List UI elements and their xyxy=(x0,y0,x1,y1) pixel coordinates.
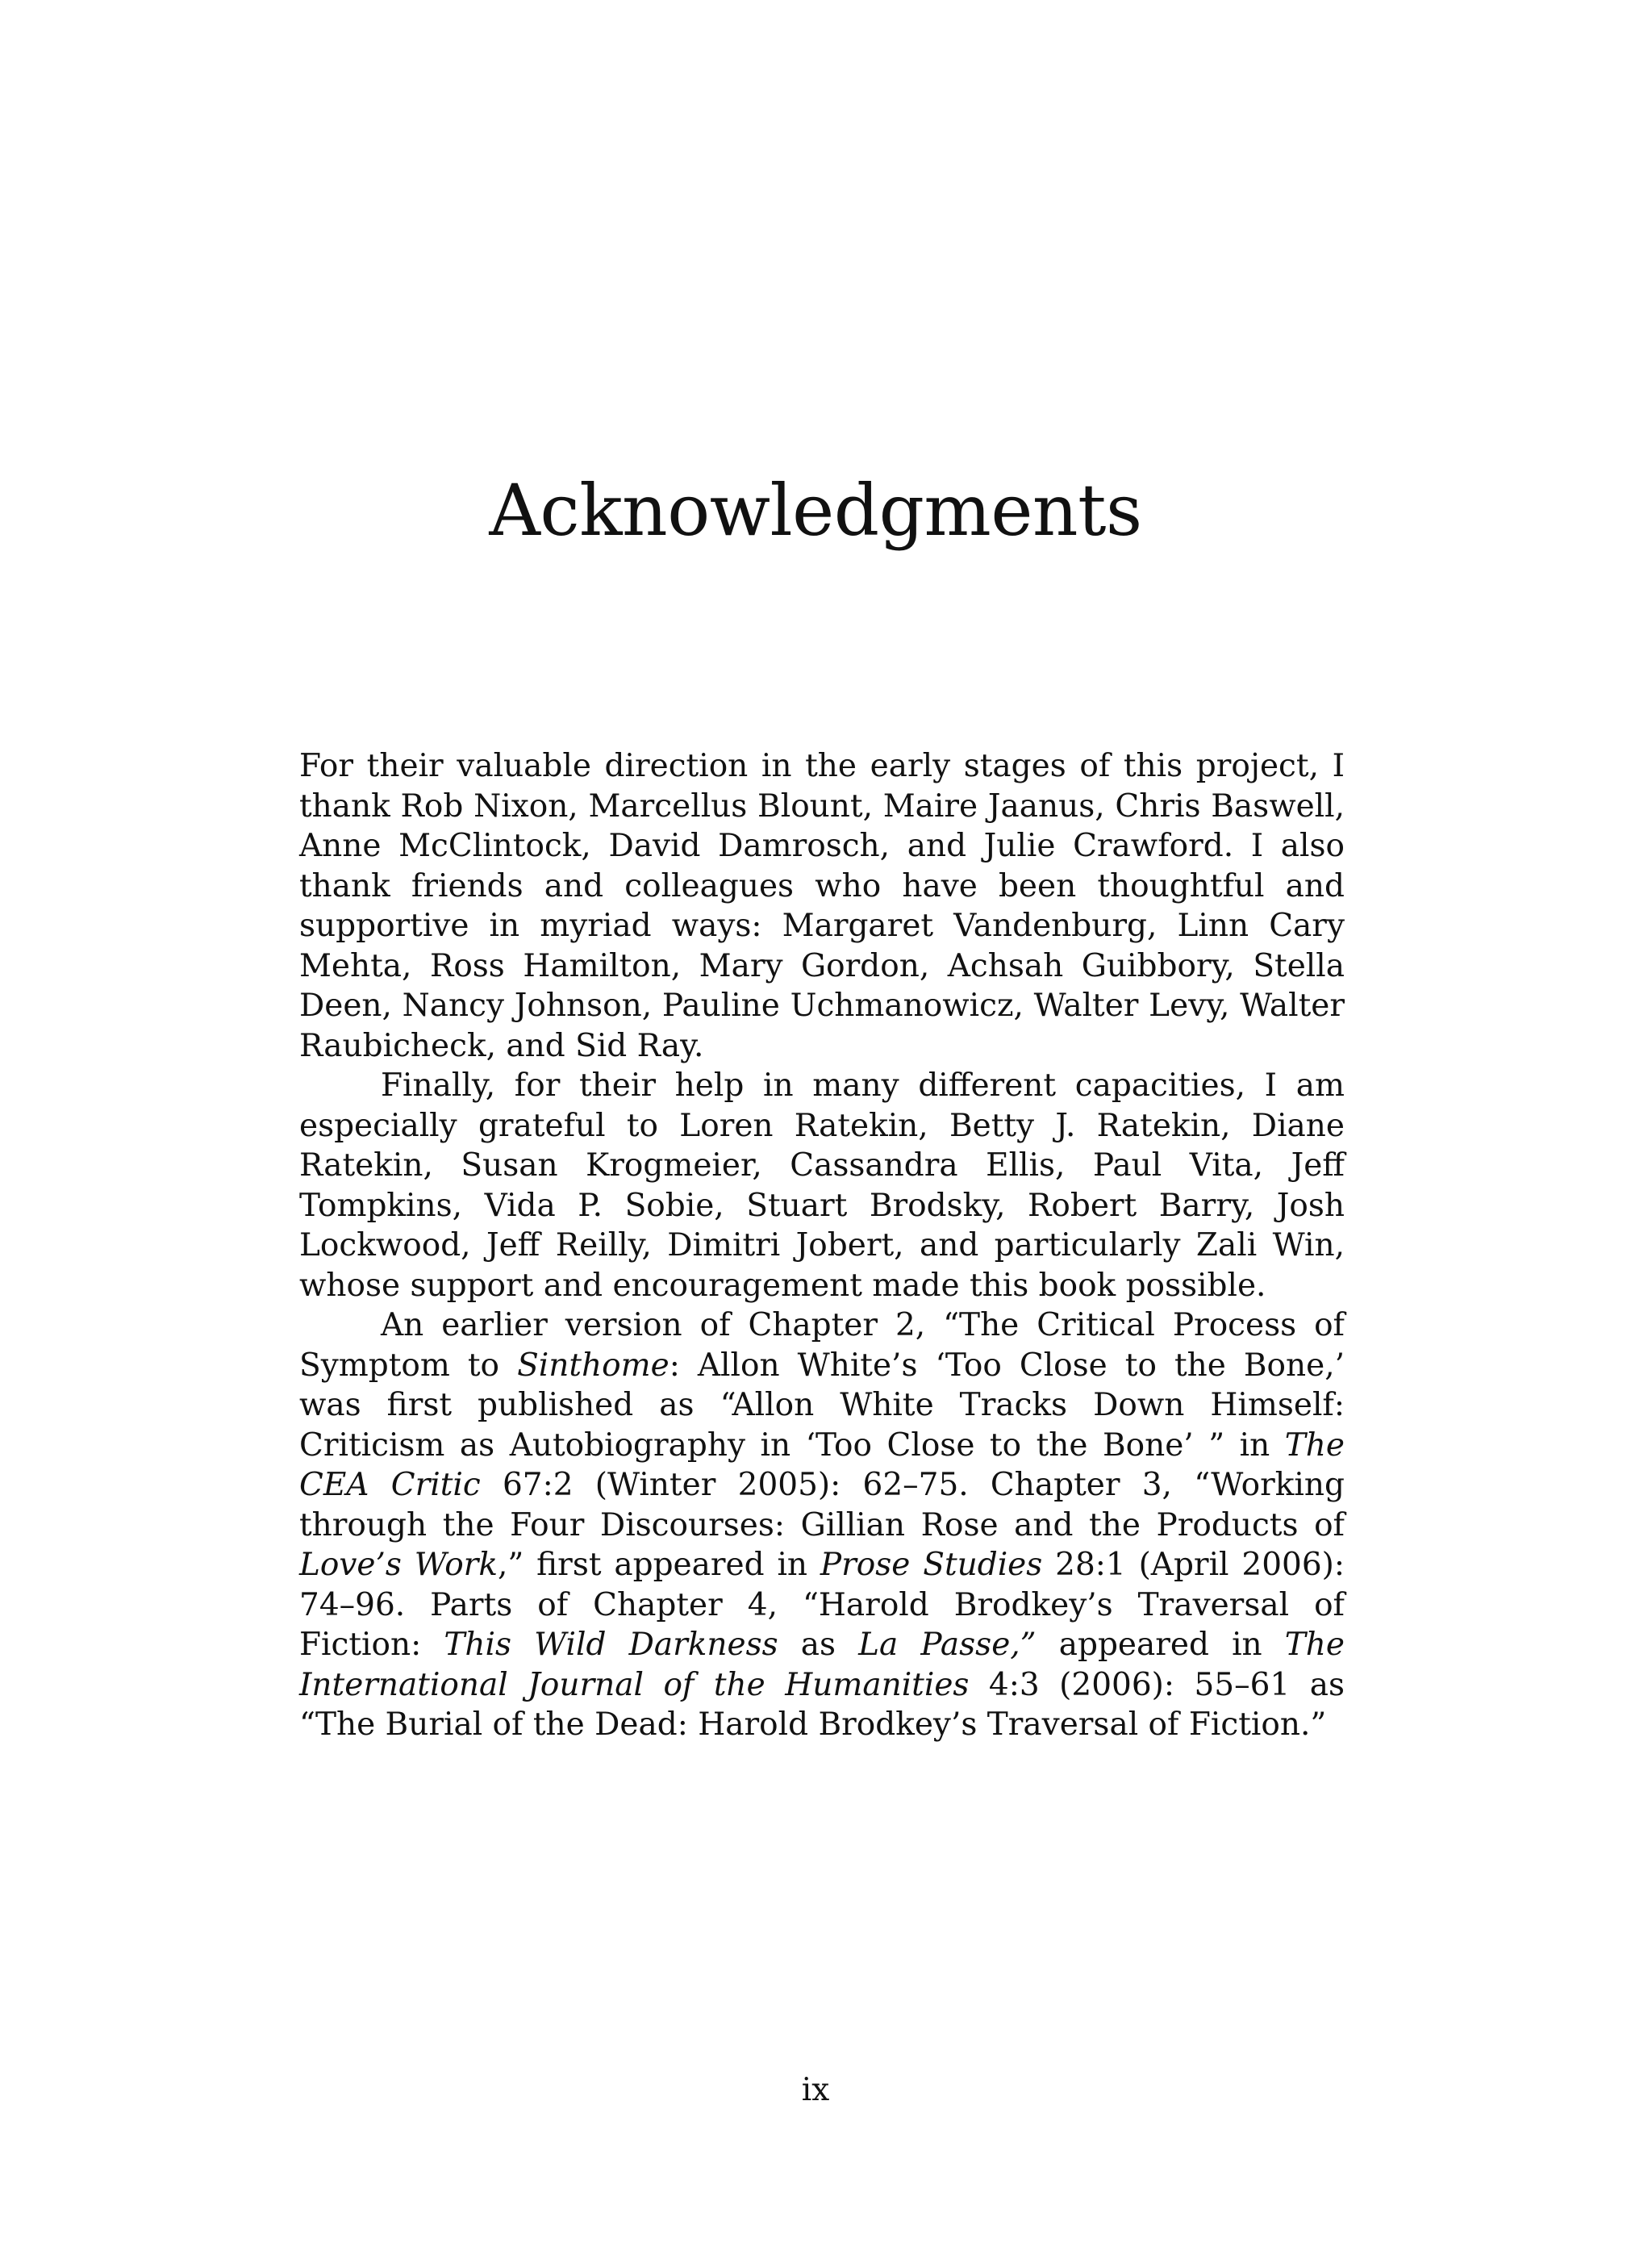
text-run: as xyxy=(778,1627,859,1663)
italic-title: Love’s Work xyxy=(299,1547,498,1583)
italic-title: Prose Studies xyxy=(820,1547,1043,1583)
italic-title: The International Journal of the Humanities xyxy=(299,1627,1345,1703)
paragraph-mentors xyxy=(299,746,1345,1066)
text-run: For their valuable direction in the early stages of this project, I thank Rob Nixon, Marcellus Blount, Maire Jaanus, Chris Baswell, Anne McClintock, David Damrosch, and Julie Crawford. I also thank friends and colleagues who have been thoughtful and supportive in myriad ways: Margaret Vandenburg, Linn Cary Mehta, Ross Hamilton, Mary Gordon, Achsah Guibbory, Stella Deen, Nancy Johnson, Pauline Uchmanowicz, Walter Levy, Walter Raubicheck, and Sid Ray. xyxy=(299,748,1345,1064)
italic-title: This Wild Darkness xyxy=(444,1627,778,1663)
paragraph-gratitude xyxy=(299,1066,1345,1305)
paragraph-prior-publications xyxy=(299,1305,1345,1745)
text-run: appeared in xyxy=(1036,1627,1285,1663)
italic-title: Sinthome xyxy=(517,1347,670,1384)
text-run: ,” first appeared in xyxy=(497,1547,820,1583)
page-number: ix xyxy=(801,2072,830,2108)
text-run: 28:1 (April 2006): 74–96. Parts of Chapter 4, “Harold Brodkey’s Traversal of Fiction: xyxy=(299,1547,1345,1663)
italic-title: The CEA Critic xyxy=(299,1426,1345,1503)
text-run: An earlier version of Chapter 2, “The Critical Process of Symptom to xyxy=(299,1307,1345,1384)
text-run: : Allon White’s ‘Too Close to the Bone,’ was first published as “Allon White Tracks Down Himself: Criticism as Autobiography in ‘Too Close to the Bone’ ” in xyxy=(299,1347,1345,1464)
italic-title: La Passe,” xyxy=(858,1627,1037,1663)
page-title: Acknowledgments xyxy=(489,469,1142,552)
text-run: 4:3 (2006): 55–61 as “The Burial of the Dead: Harold Brodkey’s Traversal of Fiction.” xyxy=(299,1666,1345,1743)
acknowledgments-body xyxy=(299,746,1345,1745)
text-run: 67:2 (Winter 2005): 62–75. Chapter 3, “Working through the Four Discourses: Gillian Rose and the Products of xyxy=(299,1467,1345,1543)
text-run: Finally, for their help in many different capacities, I am especially grateful to Loren Ratekin, Betty J. Ratekin, Diane Ratekin, Susan Krogmeier, Cassandra Ellis, Paul Vita, Jeff Tompkins, Vida P. Sobie, Stuart Brodsky, Robert Barry, Josh Lockwood, Jeff Reilly, Dimitri Jobert, and particularly Zali Win, whose support and encouragement made this book possible. xyxy=(299,1067,1345,1304)
